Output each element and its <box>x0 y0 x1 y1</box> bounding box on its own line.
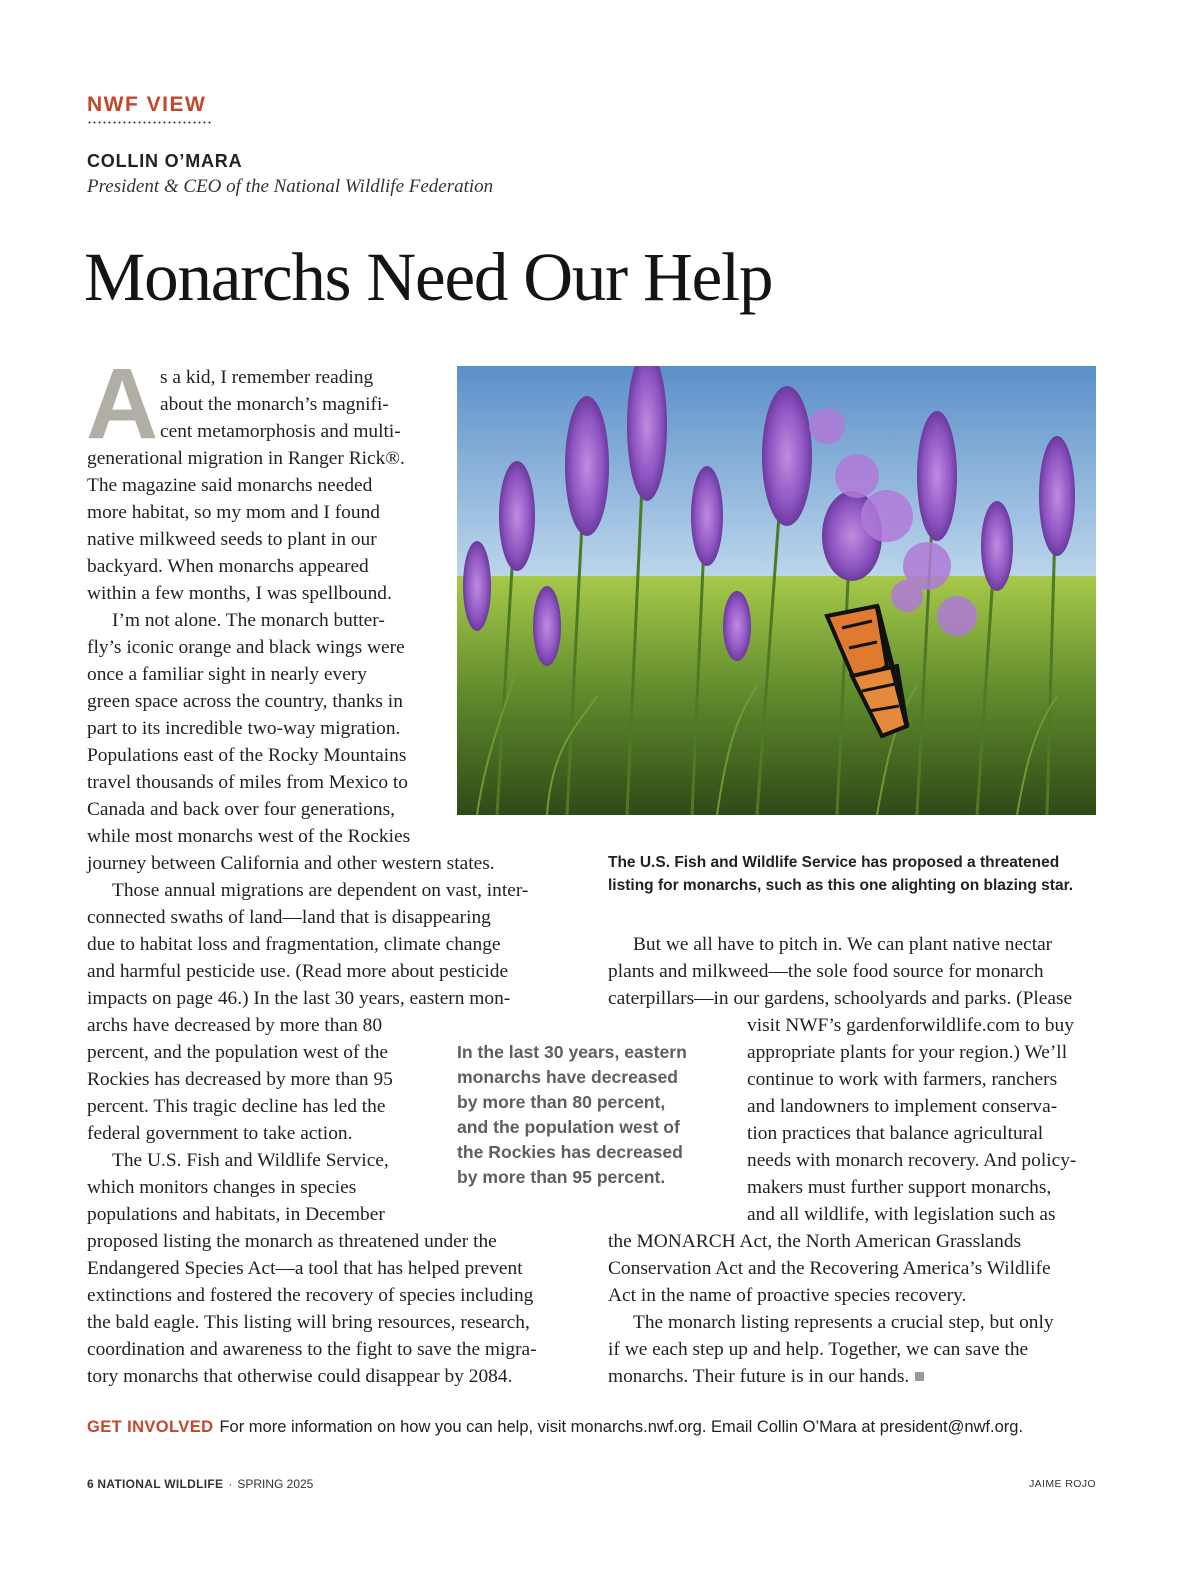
body-line: about the monarch’s magnifi- <box>160 394 389 415</box>
body-line: caterpillars—in our gardens, schoolyards and parks. (Please <box>608 988 1073 1009</box>
body-line: the MONARCH Act, the North American Grasslands <box>608 1231 1022 1252</box>
body-line: But we all have to pitch in. We can plant native nectar <box>633 934 1053 955</box>
get-involved-label: GET INVOLVED <box>87 1418 214 1436</box>
body-line: and harmful pesticide use. (Read more about pesticide <box>87 961 509 982</box>
body-line: and all wildlife, with legislation such as <box>747 1204 1056 1225</box>
drop-cap: A <box>86 348 159 460</box>
footer-folio <box>87 1477 313 1491</box>
section-label: NWF VIEW <box>87 93 207 116</box>
issue-date: SPRING 2025 <box>237 1477 314 1491</box>
photo-credit: JAIME ROJO <box>1028 1478 1096 1490</box>
body-line: travel thousands of miles from Mexico to <box>87 772 408 793</box>
pull-quote-line: the Rockies has decreased <box>457 1142 683 1162</box>
body-line: I’m not alone. The monarch butter- <box>112 610 385 631</box>
body-line: makers must further support monarchs, <box>747 1177 1052 1198</box>
body-line: Populations east of the Rocky Mountains <box>87 745 407 766</box>
body-line: more habitat, so my mom and I found <box>87 502 380 523</box>
body-line: tory monarchs that otherwise could disappear by 2084. <box>87 1366 513 1387</box>
body-line: connected swaths of land—land that is disappearing <box>87 907 491 928</box>
body-line: part to its incredible two-way migration. <box>87 718 401 739</box>
caption-line: The U.S. Fish and Wildlife Service has proposed a threatened <box>608 854 1060 871</box>
footer-separator: · <box>228 1477 233 1491</box>
dotted-divider <box>87 121 213 124</box>
body-line: proposed listing the monarch as threatened under the <box>87 1231 497 1252</box>
pull-quote-line: monarchs have decreased <box>457 1067 679 1087</box>
body-line: Conservation Act and the Recovering America’s Wildlife <box>608 1258 1051 1279</box>
body-line: The monarch listing represents a crucial step, but only <box>633 1312 1054 1333</box>
body-line: Those annual migrations are dependent on vast, inter- <box>112 880 529 901</box>
body-line: while most monarchs west of the Rockies <box>87 826 411 847</box>
body-line: native milkweed seeds to plant in our <box>87 529 377 550</box>
body-line: which monitors changes in species <box>87 1177 357 1198</box>
body-line: fly’s iconic orange and black wings were <box>87 637 405 658</box>
body-line: appropriate plants for your region.) We’ll <box>747 1042 1068 1063</box>
final-line: monarchs. Their future is in our hands. <box>608 1366 910 1387</box>
pull-quote-line: and the population west of <box>457 1117 680 1137</box>
body-line: Act in the name of proactive species recovery. <box>608 1285 967 1306</box>
pull-quote-line: by more than 80 percent, <box>457 1092 666 1112</box>
body-line: impacts on page 46.) In the last 30 years, eastern mon- <box>87 988 511 1009</box>
page-number: 6 <box>87 1477 94 1491</box>
body-line: continue to work with farmers, ranchers <box>747 1069 1058 1090</box>
author-name: COLLIN O’MARA <box>87 151 243 171</box>
body-line: coordination and awareness to the fight to save the migra- <box>87 1339 537 1360</box>
body-line: percent. This tragic decline has led the <box>87 1096 386 1117</box>
body-line: once a familiar sight in nearly every <box>87 664 367 685</box>
body-line: Rockies has decreased by more than 95 <box>87 1069 393 1090</box>
end-mark-icon <box>915 1372 924 1381</box>
body-line: backyard. When monarchs appeared <box>87 556 369 577</box>
body-line: extinctions and fostered the recovery of species including <box>87 1285 534 1306</box>
body-line: cent metamorphosis and multi- <box>160 421 401 442</box>
body-line: Endangered Species Act—a tool that has helped prevent <box>87 1258 523 1279</box>
body-line: and landowners to implement conserva- <box>747 1096 1058 1117</box>
body-line: green space across the country, thanks in <box>87 691 403 712</box>
body-line: percent, and the population west of the <box>87 1042 388 1063</box>
monarch-photo <box>457 366 1096 815</box>
body-line: the bald eagle. This listing will bring resources, research, <box>87 1312 530 1333</box>
get-involved <box>87 1418 1023 1437</box>
body-line: journey between California and other western states. <box>87 853 495 874</box>
body-line: federal government to take action. <box>87 1123 353 1144</box>
body-line: s a kid, I remember reading <box>160 367 374 388</box>
body-line: visit NWF’s gardenforwildlife.com to buy <box>747 1015 1074 1036</box>
pull-quote-line: In the last 30 years, eastern <box>457 1042 687 1062</box>
body-line: generational migration in Ranger Rick®. <box>87 448 405 469</box>
body-line <box>608 1363 924 1390</box>
body-line: The U.S. Fish and Wildlife Service, <box>112 1150 389 1171</box>
page-title: Monarchs Need Our Help <box>84 239 773 315</box>
get-involved-text: For more information on how you can help, visit monarchs.nwf.org. Email Collin O’Mara at president@nwf.org. <box>219 1418 1024 1436</box>
body-line: within a few months, I was spellbound. <box>87 583 392 604</box>
body-line: archs have decreased by more than 80 <box>87 1015 383 1036</box>
body-line: Canada and back over four generations, <box>87 799 395 820</box>
body-line: due to habitat loss and fragmentation, climate change <box>87 934 501 955</box>
body-line: plants and milkweed—the sole food source for monarch <box>608 961 1044 982</box>
caption-line: listing for monarchs, such as this one alighting on blazing star. <box>608 877 1074 894</box>
pull-quote-line: by more than 95 percent. <box>457 1167 666 1187</box>
body-line: populations and habitats, in December <box>87 1204 385 1225</box>
magazine-name: NATIONAL WILDLIFE <box>97 1477 224 1491</box>
body-line: if we each step up and help. Together, we can save the <box>608 1339 1029 1360</box>
body-line: The magazine said monarchs needed <box>87 475 373 496</box>
body-line: needs with monarch recovery. And policy- <box>747 1150 1077 1171</box>
author-title: President & CEO of the National Wildlife Federation <box>87 176 494 197</box>
body-line: tion practices that balance agricultural <box>747 1123 1044 1144</box>
